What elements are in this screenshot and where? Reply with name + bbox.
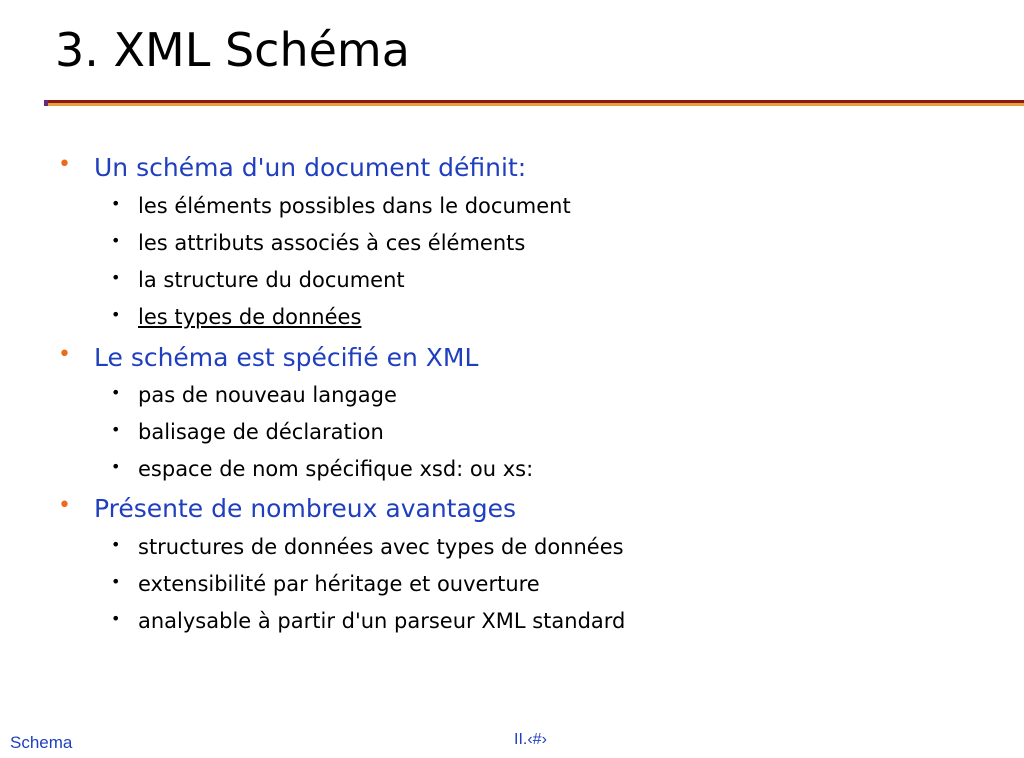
bullet-level2 [111, 231, 526, 255]
bullet-dot: • [111, 383, 121, 402]
bullet-level2 [111, 420, 384, 444]
bullet-text: structures de données avec types de données [138, 535, 624, 559]
slide-number: II.‹#› [514, 731, 547, 748]
bullet-level2 [111, 383, 397, 407]
bullet-dot: • [111, 535, 121, 554]
bullet-dot: • [111, 305, 121, 324]
bullet-dot: • [111, 420, 121, 439]
bullet-dot: • [111, 231, 121, 250]
bullet-level1 [58, 152, 527, 182]
footer-title: Schema [10, 733, 73, 752]
bullet-text: balisage de déclaration [138, 420, 384, 444]
bullet-dot: • [111, 194, 121, 213]
bullet-level2 [111, 572, 540, 596]
bullet-text: la structure du document [138, 268, 405, 292]
bullet-text: espace de nom spécifique xsd: ou xs: [138, 457, 534, 481]
bullet-text: Le schéma est spécifié en XML [94, 343, 479, 372]
bullet-level1 [58, 342, 479, 372]
bullet-level2 [111, 268, 405, 292]
bullet-dot: • [111, 268, 121, 287]
bullet-text-underlined: les types de données [138, 305, 362, 329]
bullet-text: extensibilité par héritage et ouverture [138, 572, 540, 596]
bullet-text: pas de nouveau langage [138, 383, 397, 407]
bullet-text: analysable à partir d'un parseur XML standard [138, 609, 626, 633]
bullet-level2 [111, 609, 626, 633]
bullet-dot: • [58, 342, 71, 367]
title-rule-accent [44, 103, 1024, 106]
bullet-dot: • [58, 493, 71, 518]
bullet-dot: • [58, 152, 71, 177]
bullet-text: les éléments possibles dans le document [138, 194, 571, 218]
slide-title: 3. XML Schéma [55, 23, 410, 77]
bullet-text: les attributs associés à ces éléments [138, 231, 526, 255]
title-rule-corner [44, 100, 48, 106]
bullet-level1 [58, 493, 517, 523]
bullet-level2 [111, 457, 534, 481]
bullet-text: Un schéma d'un document définit: [94, 153, 527, 182]
bullet-level2 [111, 535, 624, 559]
bullet-level2 [111, 194, 571, 218]
bullet-text: Présente de nombreux avantages [94, 494, 517, 523]
bullet-dot: • [111, 457, 121, 476]
bullet-level2 [111, 305, 362, 329]
bullet-dot: • [111, 609, 121, 628]
bullet-dot: • [111, 572, 121, 591]
